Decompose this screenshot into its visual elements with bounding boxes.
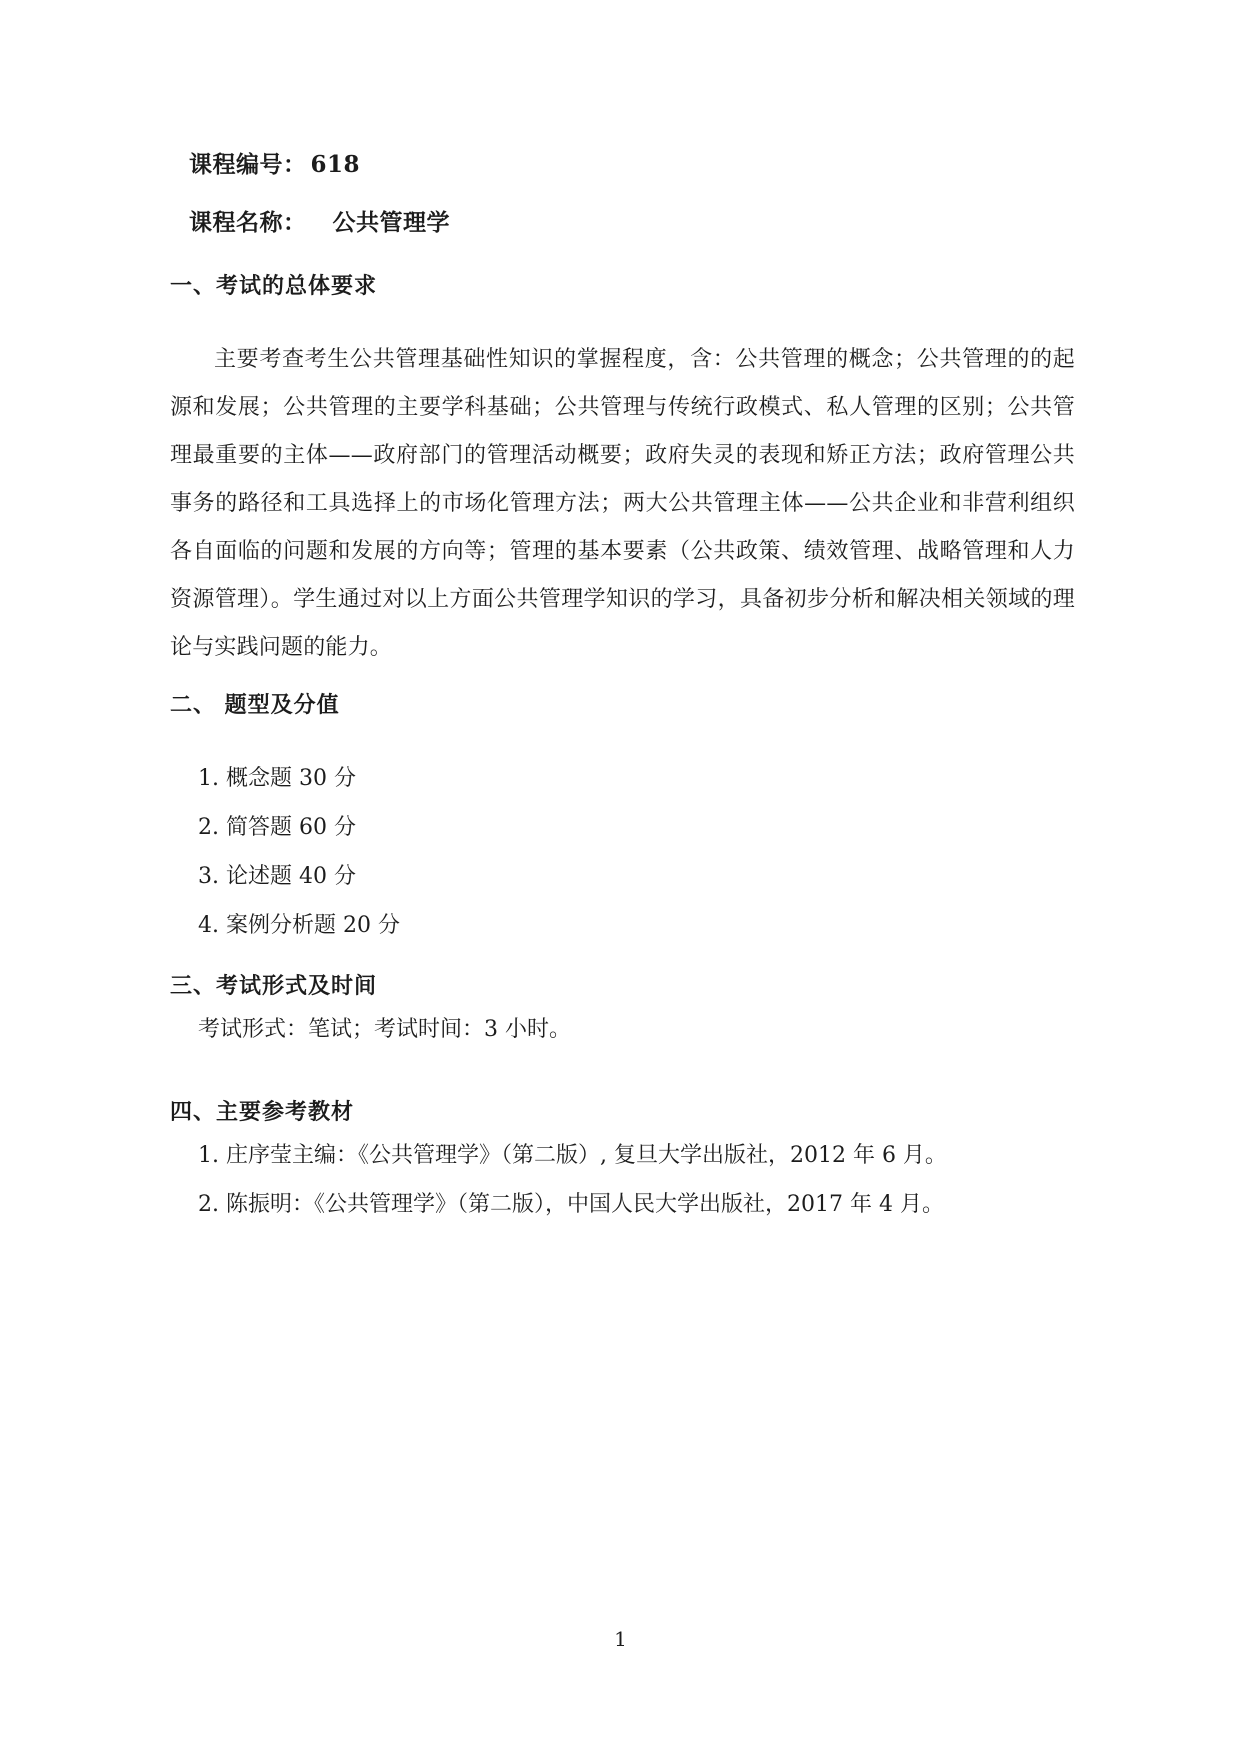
reference-item: 2. 陈振明：《公共管理学》（第二版），中国人民大学出版社，2017 年 4 月。 [198,1192,944,1217]
reference-item: 1. 庄序莹主编：《公共管理学》（第二版）, 复旦大学出版社，2012 年 6 月。 [198,1143,947,1168]
exam-format-text: 考试形式：笔试；考试时间：3 小时。 [198,1017,571,1042]
question-type-item: 1. 概念题 30 分 [198,766,356,791]
course-number-line [189,150,1075,180]
course-name-label: 课程名称： [189,209,307,236]
page-number: 1 [614,1627,627,1651]
section-2-heading: 二、 题型及分值 [170,692,340,718]
section-3-heading: 三、考试形式及时间 [170,973,378,999]
section-4-heading: 四、主要参考教材 [170,1099,355,1125]
course-name-line [189,208,1075,238]
question-type-item: 2. 简答题 60 分 [198,815,356,840]
course-number-value: 618 [310,151,361,178]
question-type-item: 3. 论述题 40 分 [198,864,356,889]
section-1-heading: 一、考试的总体要求 [170,273,378,299]
course-name-value: 公共管理学 [332,209,450,236]
course-number-label: 课程编号： [189,151,307,178]
section-1-paragraph: 主要考查考生公共管理基础性知识的掌握程度，含：公共管理的概念；公共管理的的起源和发展；公共管理的主要学科基础；公共管理与传统行政模式、私人管理的区别；公共管理最重要的主体——政府部门的管理活动概要；政府失灵的表现和矫正方法；政府管理公共事务的路径和工具选择上的市场化管理方法；两大公共管理主体——公共企业和非营利组织各自面临的问题和发展的方向等；管理的基本要素（公共政策、绩效管理、战略管理和人力资源管理）。学生通过对以上方面公共管理学知识的学习，具备初步分析和解决相关领域的理论与实践问题的能力。 [170,347,1075,660]
question-type-item: 4. 案例分析题 20 分 [198,913,400,938]
document-content [170,150,1075,1220]
